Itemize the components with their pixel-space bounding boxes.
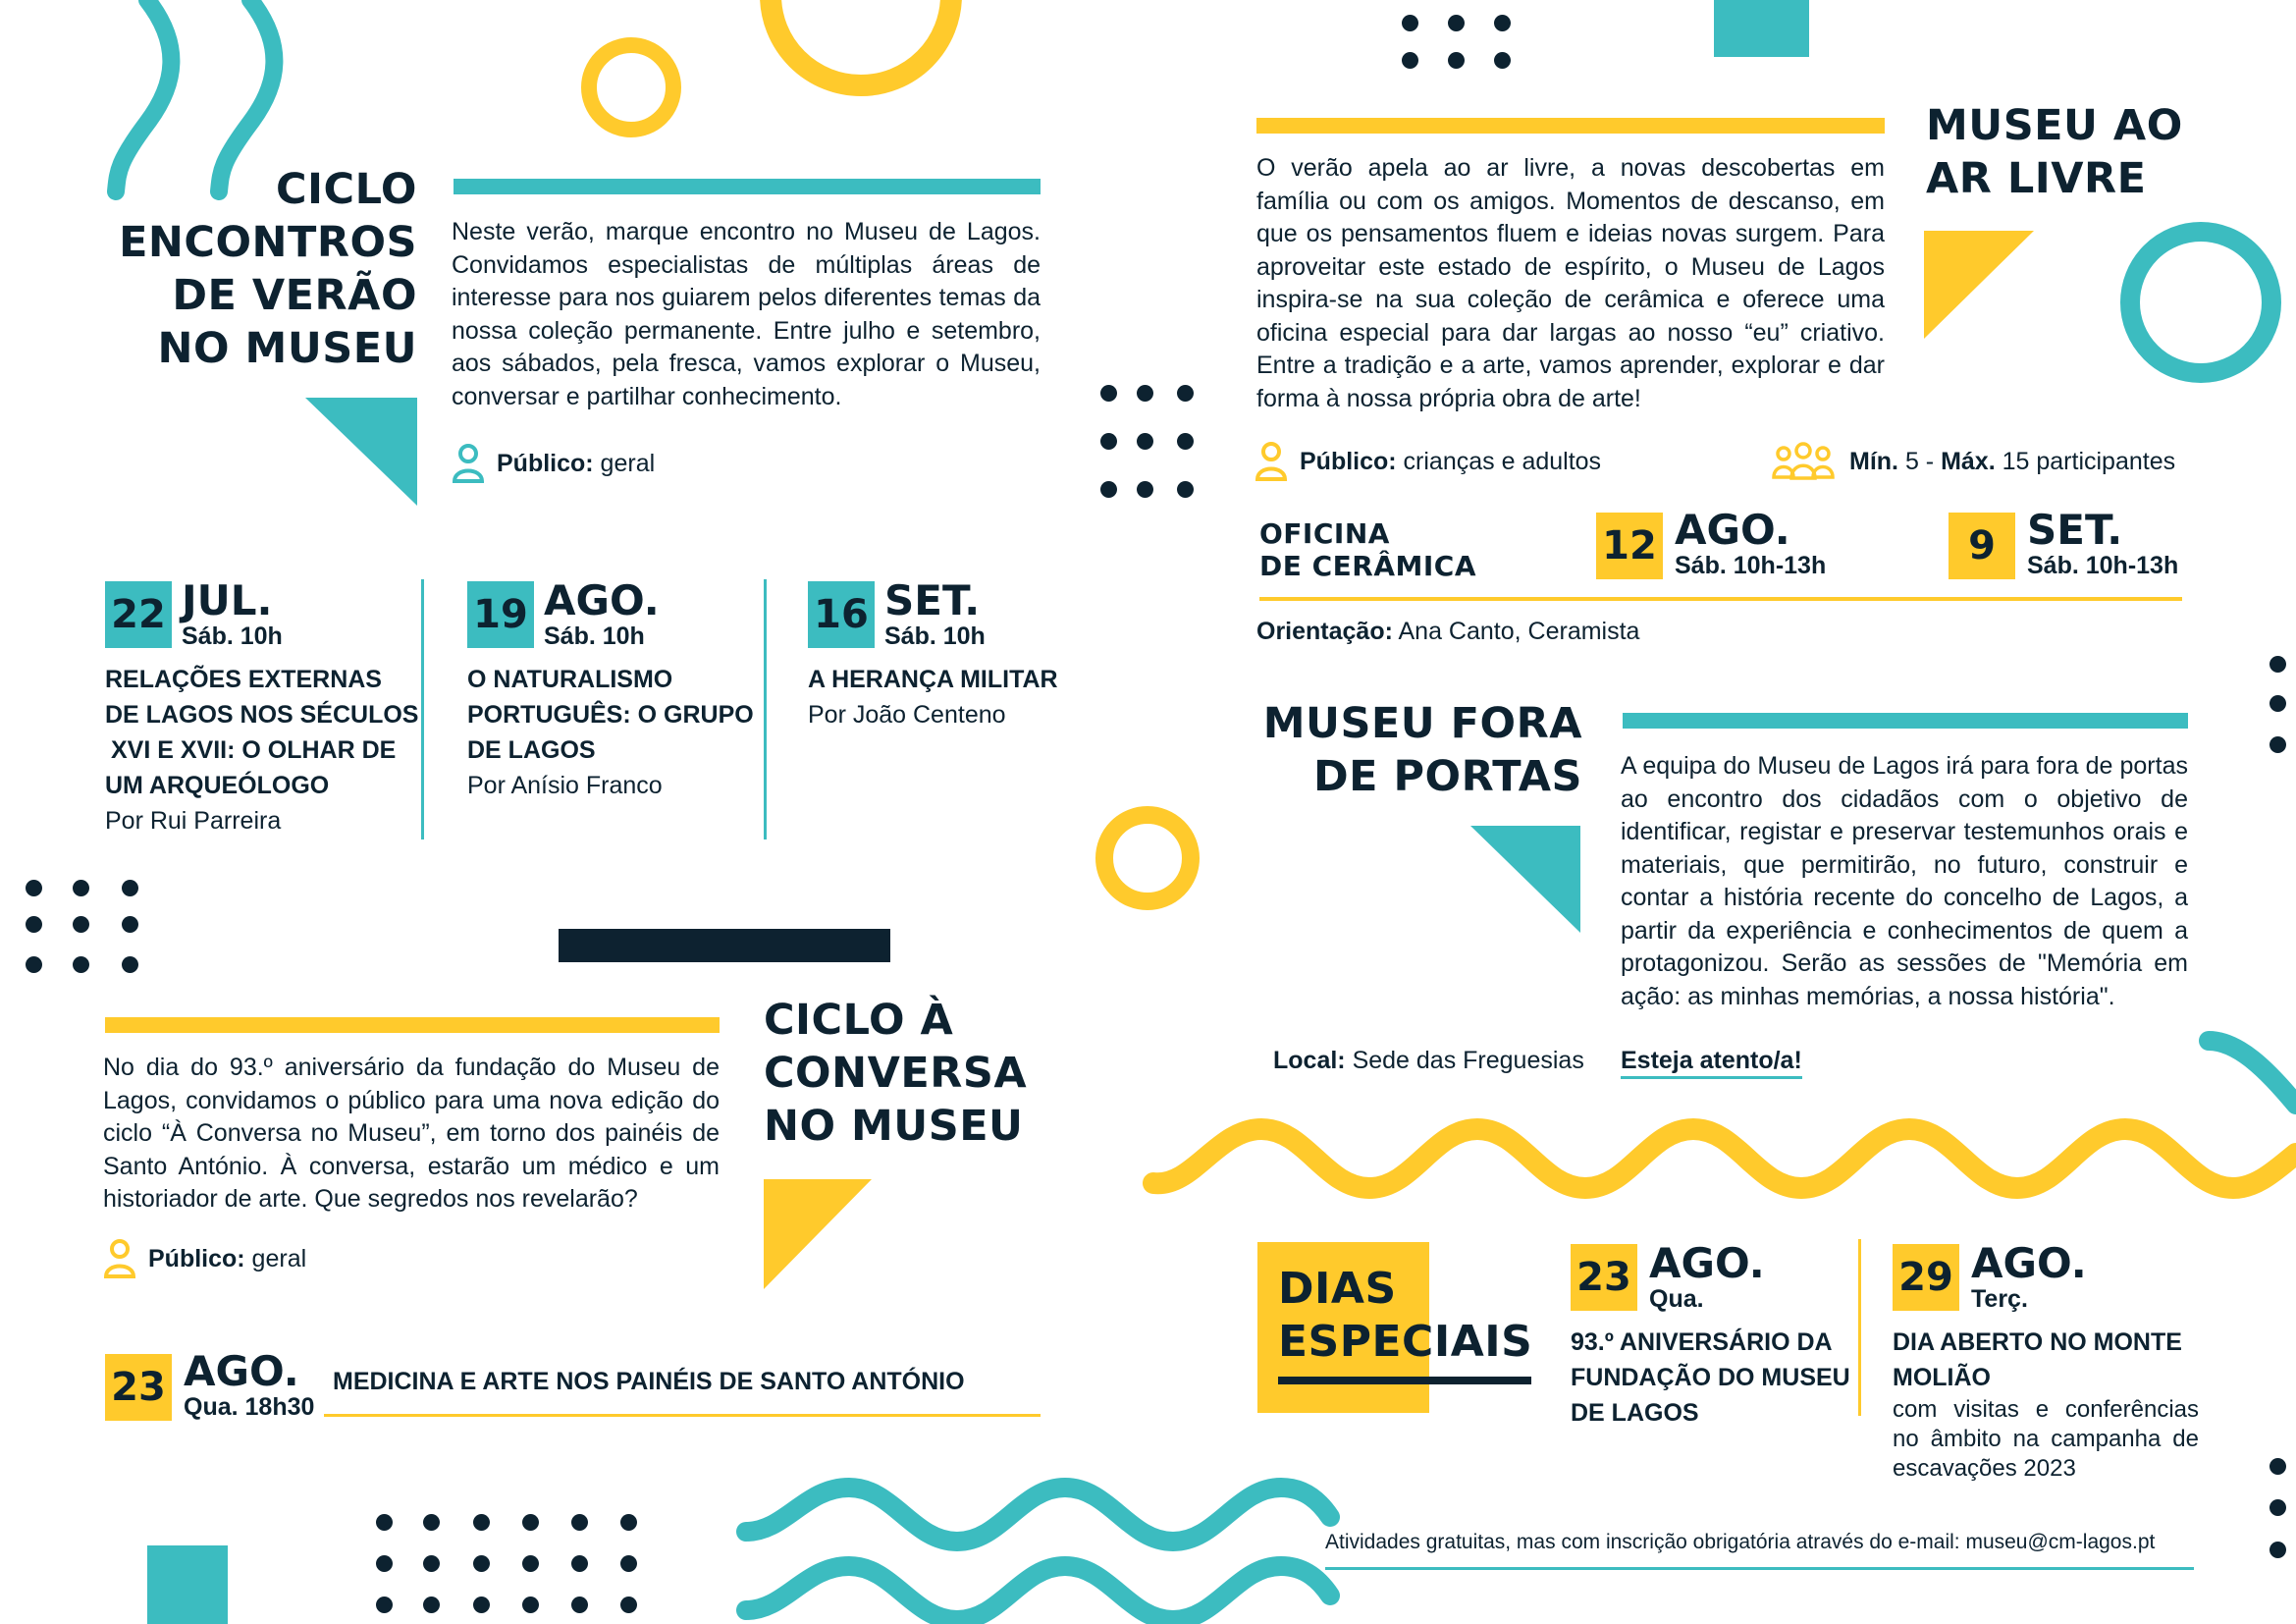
event-title xyxy=(105,662,419,803)
teal-arc xyxy=(2209,1041,2296,1105)
event-card-1 xyxy=(105,576,419,839)
public-value: geral xyxy=(593,450,656,477)
title-line: NO MUSEU xyxy=(157,324,417,373)
workshop-guide xyxy=(1256,616,1639,647)
time: Qua. xyxy=(1649,1285,1704,1313)
workshop-date-1 xyxy=(1596,506,1827,579)
footer-note: Atividades gratuitas, mas com inscrição obrigatória através do e-mail: museu@cm-lagos.pt xyxy=(1325,1531,2156,1553)
title-line: DE PORTAS xyxy=(1312,752,1582,801)
yellow-ring-small xyxy=(589,45,673,130)
ciclo-encontros-bar xyxy=(454,179,1041,194)
yellow-ring-top xyxy=(771,0,951,85)
fora-title xyxy=(1237,697,1582,803)
event-title xyxy=(467,662,762,768)
public-label: Público: xyxy=(497,450,594,477)
title-line: DE VERÃO xyxy=(172,271,417,320)
time: Sáb. 10h-13h xyxy=(2027,552,2179,579)
ar-livre-bar xyxy=(1256,118,1885,134)
month: SET. xyxy=(884,576,981,624)
local-value: Sede das Freguesias xyxy=(1345,1047,1584,1074)
ciclo-conversa-text: No dia do 93.º aniversário da fundação do Museu de Lagos, convidamos o público para uma nova edição do ciclo “À Conversa no Museu”, em torno dos painéis de Santo António. À conversa, estarão um médico e um historiador de arte. Que segredos nos revelarão? xyxy=(103,1054,720,1213)
ciclo-encontros-title xyxy=(93,163,417,375)
person-icon xyxy=(103,1239,136,1278)
event-title xyxy=(808,662,1063,697)
min-label: Mín. xyxy=(1849,448,1898,475)
day-box: 22 xyxy=(105,581,172,648)
ciclo-encontros-text: Neste verão, marque encontro no Museu de Lagos. Convidamos especialistas de múltiplas áreas de interesse para nos guiarem pelos diferentes temas da nossa coleção permanente. Entre julho e setembro, aos sábados, pela fresca, vamos explorar o Museu, conversar e partilhar conhecimento. xyxy=(452,218,1041,410)
event-title-line: 93.º ANIVERSÁRIO DA xyxy=(1571,1328,1833,1356)
public-label: Público: xyxy=(148,1245,245,1272)
yellow-triangle-1 xyxy=(764,1179,872,1289)
person-icon xyxy=(1255,442,1288,481)
dias-underline xyxy=(1278,1377,1531,1384)
event-card-2 xyxy=(467,576,762,803)
teal-wave xyxy=(746,1488,1330,1542)
divider xyxy=(764,579,767,839)
ciclo-conversa-event xyxy=(105,1347,1042,1421)
time: Terç. xyxy=(1971,1285,2028,1313)
title-line: DIAS xyxy=(1278,1264,1397,1314)
month: AGO. xyxy=(1971,1239,2087,1287)
fora-cta[interactable]: Esteja atento/a! xyxy=(1621,1045,1802,1079)
yellow-ring-mid xyxy=(1104,815,1191,901)
month: JUL. xyxy=(182,576,273,624)
event-title-line: PORTUGUÊS: O GRUPO xyxy=(467,701,754,729)
teal-ring-right xyxy=(2130,232,2271,373)
title-line: CICLO À xyxy=(764,996,954,1045)
ar-livre-public xyxy=(1255,442,1601,481)
dark-bar xyxy=(559,929,890,962)
workshop-underline xyxy=(1259,597,2182,601)
month: AGO. xyxy=(544,576,660,624)
month: AGO. xyxy=(184,1347,299,1395)
event-speaker: Por Anísio Franco xyxy=(467,772,663,799)
yellow-triangle-2 xyxy=(1924,231,2034,339)
time: Sáb. 10h xyxy=(884,623,986,650)
ciclo-conversa-public xyxy=(103,1239,306,1278)
event-card-3 xyxy=(808,576,1063,732)
title-line: ESPECIAIS xyxy=(1278,1317,1533,1367)
event-title-line: A HERANÇA MILITAR xyxy=(808,666,1058,693)
ar-livre-participants xyxy=(1771,442,2175,481)
teal-triangle-2 xyxy=(1470,826,1580,933)
event-title-line: DIA ABERTO NO MONTE xyxy=(1893,1328,2182,1356)
month: AGO. xyxy=(1649,1239,1765,1287)
event-title-line: MOLIÃO xyxy=(1893,1364,1991,1391)
month: SET. xyxy=(2027,506,2123,554)
time: Sáb. 10h xyxy=(544,623,645,650)
teal-square-bottom xyxy=(147,1545,228,1624)
event-title-line: RELAÇÕES EXTERNAS xyxy=(105,666,382,693)
day-box: 12 xyxy=(1596,513,1663,579)
guide-value: Ana Canto, Ceramista xyxy=(1392,618,1640,645)
day-box: 23 xyxy=(1571,1244,1637,1311)
day-box: 29 xyxy=(1893,1244,1959,1311)
divider xyxy=(421,579,424,839)
teal-triangle-1 xyxy=(305,398,417,506)
guide-label: Orientação: xyxy=(1256,618,1393,645)
event-speaker: Por João Centeno xyxy=(808,701,1006,729)
ar-livre-text: O verão apela ao ar livre, a novas descobertas em família ou com os amigos. Momentos de descanso, em que os pensamentos fluem e ideias novas surgem. Para aproveitar este estado de espírito, o Museu de Lagos inspira-se na sua coleção de cerâmica e oferece uma oficina especial para dar largas ao nosso “eu” criativo. Entre a tradição e a arte, vamos aprender, explorar e dar forma à nossa própria obra de arte! xyxy=(1256,154,1885,412)
public-label: Público: xyxy=(1300,448,1397,475)
special-day-1 xyxy=(1571,1239,1855,1431)
title-line: OFICINA xyxy=(1259,517,1390,550)
event-title-line: O NATURALISMO xyxy=(467,666,673,693)
day-box: 9 xyxy=(1949,513,2015,579)
ciclo-conversa-title xyxy=(764,994,1058,1153)
event-title xyxy=(1893,1325,2197,1395)
ar-livre-title xyxy=(1926,99,2260,205)
event-title xyxy=(1571,1325,1855,1431)
time: Sáb. 10h-13h xyxy=(1675,552,1827,579)
day-box: 19 xyxy=(467,581,534,648)
fora-bar xyxy=(1623,713,2188,729)
workshop-date-2 xyxy=(1949,506,2179,579)
title-line: MUSEU AO xyxy=(1926,101,2183,150)
workshop-title xyxy=(1259,517,1476,582)
event-speaker: Por Rui Parreira xyxy=(105,807,282,835)
teal-square-top xyxy=(1714,0,1809,57)
local-label: Local: xyxy=(1273,1047,1346,1074)
fora-text: A equipa do Museu de Lagos irá para fora de portas ao encontro dos cidadãos com o objetivo de identificar, registar e preservar testemunhos orais e materiais, que permitirão, no futuro, construir e contar a história recente do concelho de Lagos, a partir da experiência e conhecimentos de quem a protagonizou. Serão as sessões de "Memória em ação: as minhas memórias, a nossa história". xyxy=(1621,752,2188,1010)
max-label: Máx. xyxy=(1941,448,1996,475)
title-line: CICLO xyxy=(275,165,417,214)
event-title-line: DE LAGOS xyxy=(467,736,596,764)
title-line: CONVERSA xyxy=(764,1049,1028,1098)
person-icon xyxy=(452,444,485,483)
event-underline xyxy=(324,1414,1041,1417)
special-day-2 xyxy=(1893,1239,2199,1484)
event-title-line: DE LAGOS xyxy=(1571,1399,1699,1427)
group-icon xyxy=(1771,442,1836,481)
ciclo-encontros-public xyxy=(452,444,655,483)
title-line: NO MUSEU xyxy=(764,1102,1024,1151)
time: Qua. 18h30 xyxy=(184,1393,315,1421)
event-title-line: XVI E XVII: O OLHAR DE xyxy=(111,736,397,764)
min-value: 5 - xyxy=(1898,448,1942,475)
ciclo-conversa-bar xyxy=(105,1017,720,1033)
yellow-wave xyxy=(1153,1129,2296,1188)
title-line: ENCONTROS xyxy=(119,218,417,267)
title-line: DE CERÂMICA xyxy=(1259,550,1477,582)
fora-local xyxy=(1273,1045,1584,1076)
dias-title xyxy=(1278,1263,1532,1369)
day-box: 16 xyxy=(808,581,875,648)
divider xyxy=(1858,1239,1861,1416)
teal-wave-2 xyxy=(746,1566,1330,1620)
title-line: MUSEU FORA xyxy=(1262,699,1582,748)
event-title: MEDICINA E ARTE NOS PAINÉIS DE SANTO ANTÓNIO xyxy=(333,1368,965,1395)
event-title-line: DE LAGOS NOS SÉCULOS xyxy=(105,701,419,729)
max-value: 15 participantes xyxy=(1995,448,2176,475)
month: AGO. xyxy=(1675,506,1790,554)
public-value: crianças e adultos xyxy=(1396,448,1602,475)
title-line: AR LIVRE xyxy=(1926,154,2147,203)
footer-underline xyxy=(1325,1567,2194,1570)
day-box: 23 xyxy=(105,1354,172,1421)
event-description: com visitas e conferências no âmbito na campanha de escavações 2023 xyxy=(1893,1396,2199,1482)
event-title-line: UM ARQUEÓLOGO xyxy=(105,772,330,799)
time: Sáb. 10h xyxy=(182,623,283,650)
public-value: geral xyxy=(244,1245,307,1272)
event-title-line: FUNDAÇÃO DO MUSEU xyxy=(1571,1364,1850,1391)
